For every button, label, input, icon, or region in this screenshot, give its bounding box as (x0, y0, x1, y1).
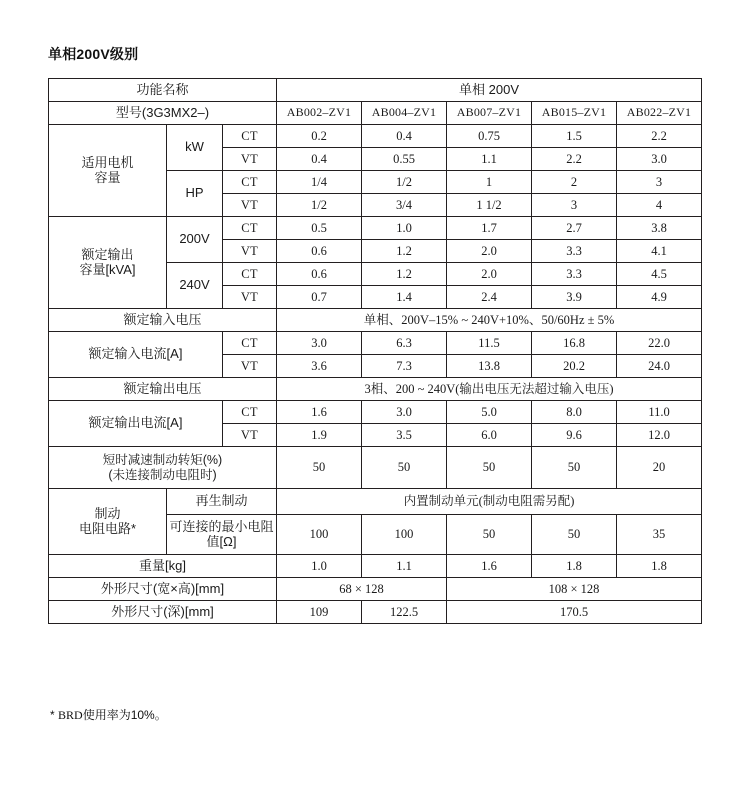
table-row (49, 401, 702, 424)
cell-value: 3.9 (532, 286, 617, 309)
model-label: 型号(3G3MX2–) (49, 102, 277, 125)
cell-value: 3.0 (277, 332, 362, 355)
footnote-marker: * (50, 708, 55, 722)
cell-value: 3.3 (532, 263, 617, 286)
rated-input-voltage-value: 单相、200V–15% ~ 240V+10%、50/60Hz ± 5% (277, 309, 702, 332)
mode-ct: CT (223, 332, 277, 355)
cell-value: 1.9 (277, 424, 362, 447)
cell-value: 3.6 (277, 355, 362, 378)
cell-value: 9.6 (532, 424, 617, 447)
cell-value: 3/4 (362, 194, 447, 217)
row-label-dimensions-d: 外形尺寸(深)[mm] (49, 601, 277, 624)
cell-value: 0.5 (277, 217, 362, 240)
mode-ct: CT (223, 217, 277, 240)
cell-value: 3 (617, 171, 702, 194)
cell-value: 0.55 (362, 148, 447, 171)
cell-value: 170.5 (447, 601, 702, 624)
cell-value: 6.3 (362, 332, 447, 355)
cell-value: 20.2 (532, 355, 617, 378)
table-row (49, 378, 702, 401)
header-function-name: 功能名称 (49, 79, 277, 102)
unit-240v: 240V (167, 263, 223, 309)
cell-value: 4 (617, 194, 702, 217)
cell-value: 22.0 (617, 332, 702, 355)
cell-value: 50 (532, 447, 617, 489)
cell-value: 0.4 (277, 148, 362, 171)
cell-value: 108 × 128 (447, 578, 702, 601)
cell-value: 24.0 (617, 355, 702, 378)
row-label-rated-input-current: 额定输入电流[A] (49, 332, 223, 378)
row-label-weight: 重量[kg] (49, 555, 277, 578)
cell-value: 13.8 (447, 355, 532, 378)
cell-value: 3.0 (617, 148, 702, 171)
cell-value: 0.4 (362, 125, 447, 148)
cell-value: 100 (277, 515, 362, 555)
cell-value: 50 (362, 447, 447, 489)
model-col-2: AB004–ZV1 (362, 102, 447, 125)
table-row (49, 447, 702, 489)
row-label-motor-capacity (49, 125, 167, 217)
table-row (49, 309, 702, 332)
unit-hp: HP (167, 171, 223, 217)
cell-value: 0.6 (277, 240, 362, 263)
mode-vt: VT (223, 194, 277, 217)
cell-value: 50 (277, 447, 362, 489)
table-model-row (49, 102, 702, 125)
cell-value: 8.0 (532, 401, 617, 424)
rated-output-capacity-label-line1: 额定输出 (81, 246, 134, 262)
cell-value: 109 (277, 601, 362, 624)
cell-value: 3.8 (617, 217, 702, 240)
model-col-5: AB022–ZV1 (617, 102, 702, 125)
cell-value: 12.0 (617, 424, 702, 447)
motor-capacity-label-line2: 容量 (94, 169, 121, 185)
mode-ct: CT (223, 171, 277, 194)
cell-value: 1.2 (362, 240, 447, 263)
cell-value: 3.0 (362, 401, 447, 424)
table-row (49, 332, 702, 355)
cell-value: 1 1/2 (447, 194, 532, 217)
mode-vt: VT (223, 286, 277, 309)
cell-value: 0.75 (447, 125, 532, 148)
cell-value: 4.5 (617, 263, 702, 286)
min-resistance-label (167, 515, 277, 555)
short-time-braking-torque-line2: (未连接制动电阻时) (108, 467, 217, 482)
cell-value: 35 (617, 515, 702, 555)
short-time-braking-torque-line1: 短时减速制动转矩(%) (102, 453, 223, 468)
table-row (49, 578, 702, 601)
footnote (50, 706, 167, 723)
cell-value: 1.6 (277, 401, 362, 424)
table-row (49, 601, 702, 624)
table-row (49, 489, 702, 515)
cell-value: 0.6 (277, 263, 362, 286)
table-row (49, 555, 702, 578)
cell-value: 7.3 (362, 355, 447, 378)
regenerative-braking-value: 内置制动单元(制动电阻需另配) (277, 489, 702, 515)
cell-value: 50 (447, 515, 532, 555)
page-title: 单相200V级别 (48, 46, 139, 62)
cell-value: 68 × 128 (277, 578, 447, 601)
cell-value: 1.1 (447, 148, 532, 171)
cell-value: 1.2 (362, 263, 447, 286)
braking-circuit-line2: 电阻电路* (78, 520, 137, 536)
cell-value: 2.0 (447, 240, 532, 263)
mode-vt: VT (223, 148, 277, 171)
cell-value: 11.0 (617, 401, 702, 424)
min-resistance-line1: 可连接的最小电阻 (169, 518, 274, 534)
model-col-3: AB007–ZV1 (447, 102, 532, 125)
cell-value: 50 (532, 515, 617, 555)
mode-vt: VT (223, 424, 277, 447)
cell-value: 2.0 (447, 263, 532, 286)
table-row (49, 217, 702, 240)
table-row (49, 125, 702, 148)
specification-table (48, 78, 702, 624)
cell-value: 1/2 (277, 194, 362, 217)
braking-circuit-line1: 制动 (94, 505, 121, 521)
row-label-short-time-braking-torque (49, 447, 277, 489)
cell-value: 50 (447, 447, 532, 489)
cell-value: 11.5 (447, 332, 532, 355)
cell-value: 1.6 (447, 555, 532, 578)
cell-value: 1/2 (362, 171, 447, 194)
cell-value: 0.2 (277, 125, 362, 148)
table-header-row (49, 79, 702, 102)
cell-value: 1.5 (532, 125, 617, 148)
cell-value: 3.5 (362, 424, 447, 447)
cell-value: 1.7 (447, 217, 532, 240)
mode-ct: CT (223, 125, 277, 148)
row-label-rated-output-voltage: 额定输出电压 (49, 378, 277, 401)
cell-value: 3.3 (532, 240, 617, 263)
cell-value: 1.0 (362, 217, 447, 240)
cell-value: 2.4 (447, 286, 532, 309)
row-label-rated-output-current: 额定输出电流[A] (49, 401, 223, 447)
cell-value: 1/4 (277, 171, 362, 194)
mode-ct: CT (223, 263, 277, 286)
cell-value: 100 (362, 515, 447, 555)
row-label-braking-circuit (49, 489, 167, 555)
cell-value: 2 (532, 171, 617, 194)
cell-value: 20 (617, 447, 702, 489)
header-group-title: 单相 200V (277, 79, 702, 102)
cell-value: 6.0 (447, 424, 532, 447)
cell-value: 2.2 (532, 148, 617, 171)
model-col-4: AB015–ZV1 (532, 102, 617, 125)
cell-value: 5.0 (447, 401, 532, 424)
footnote-brd: BRD (58, 708, 83, 722)
rated-output-voltage-value: 3相、200 ~ 240V(输出电压无法超过输入电压) (277, 378, 702, 401)
regenerative-braking-label: 再生制动 (167, 489, 277, 515)
row-label-rated-input-voltage: 额定输入电压 (49, 309, 277, 332)
cell-value: 16.8 (532, 332, 617, 355)
cell-value: 1 (447, 171, 532, 194)
model-col-1: AB002–ZV1 (277, 102, 362, 125)
cell-value: 122.5 (362, 601, 447, 624)
row-label-dimensions-wh: 外形尺寸(宽×高)[mm] (49, 578, 277, 601)
cell-value: 1.0 (277, 555, 362, 578)
motor-capacity-label-line1: 适用电机 (81, 154, 134, 170)
rated-output-capacity-label-line2: 容量[kVA] (79, 261, 136, 277)
mode-ct: CT (223, 401, 277, 424)
cell-value: 4.9 (617, 286, 702, 309)
min-resistance-line2: 值[Ω] (206, 533, 237, 549)
cell-value: 1.8 (532, 555, 617, 578)
cell-value: 3 (532, 194, 617, 217)
unit-kw: kW (167, 125, 223, 171)
cell-value: 4.1 (617, 240, 702, 263)
mode-vt: VT (223, 240, 277, 263)
cell-value: 1.8 (617, 555, 702, 578)
unit-200v: 200V (167, 217, 223, 263)
cell-value: 2.2 (617, 125, 702, 148)
mode-vt: VT (223, 355, 277, 378)
footnote-text: 使用率为10%。 (82, 708, 167, 722)
cell-value: 2.7 (532, 217, 617, 240)
cell-value: 1.4 (362, 286, 447, 309)
cell-value: 1.1 (362, 555, 447, 578)
row-label-rated-output-capacity (49, 217, 167, 309)
cell-value: 0.7 (277, 286, 362, 309)
